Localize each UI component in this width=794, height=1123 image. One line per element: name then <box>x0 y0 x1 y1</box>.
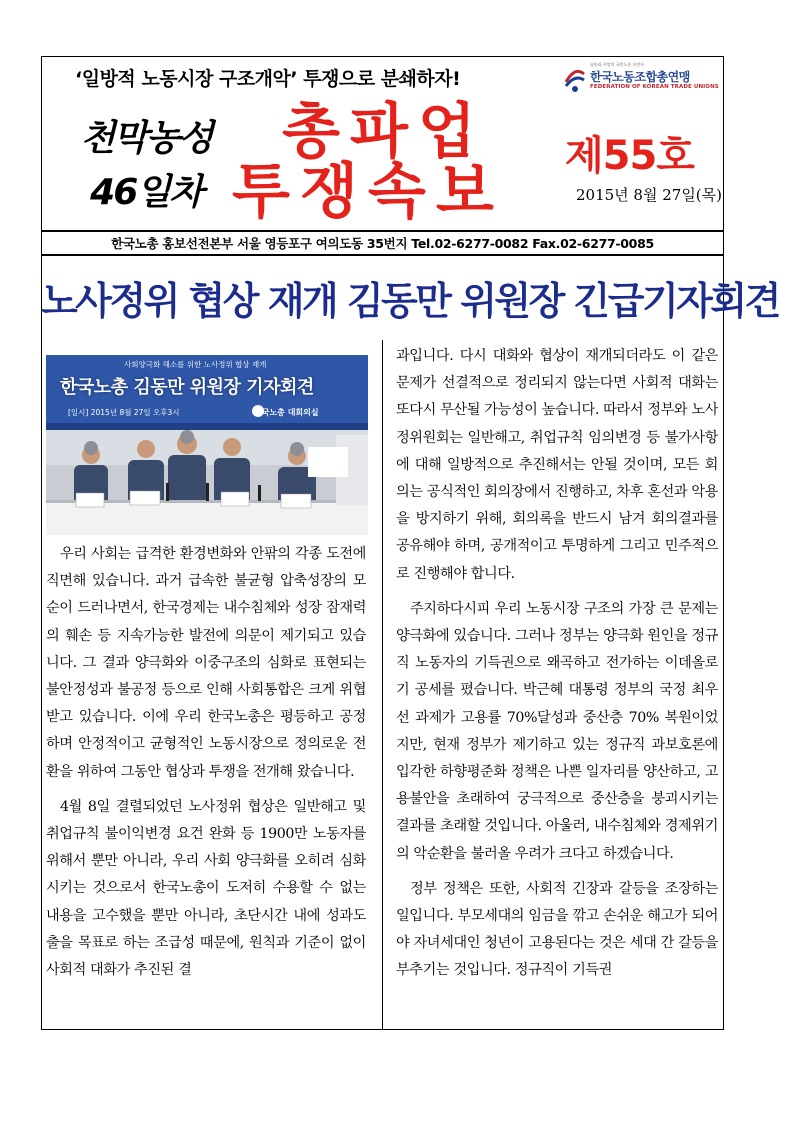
photo-banner-title: 한국노총 김동만 위원장 기자회견 <box>60 377 314 398</box>
article-paragraph: 정부 정책은 또한, 사회적 긴장과 갈등을 조장하는 일입니다. 부모세대의 임금을 깎고 손쉬운 해고가 되어야 자녀세대인 청년이 고용된다는 것은 세대 간 갈등을 부추기는 것입니다. 정규직이 기득권 <box>396 880 718 979</box>
publisher-info: 한국노총 홍보선전본부 서울 영등포구 여의도동 35번지 Tel.02-6277-0082 Fax.02-6277-0085 <box>111 236 654 251</box>
logo-tagline: 평등과 희망의 국민노동 동반자 <box>590 62 645 67</box>
press-conference-photo <box>46 355 368 535</box>
slogan: ‘일방적 노동시장 구조개악’ 투쟁으로 분쇄하자! <box>75 68 461 90</box>
sit-in-day-counter <box>66 112 226 220</box>
masthead-title-line1: 총파업 <box>282 97 486 167</box>
issue-date: 2015년 8월 27일(목) <box>576 186 723 204</box>
article-left-column <box>46 541 366 1021</box>
divider-bottom <box>41 254 724 256</box>
divider-top <box>41 230 724 232</box>
sit-in-days: 46일차 <box>90 172 202 213</box>
fktu-emblem-icon <box>562 64 588 94</box>
sit-in-label: 천막농성 <box>80 118 212 159</box>
photo-banner-date: [일시] 2015년 8월 27일 오후3시 <box>68 408 180 417</box>
logo-subtitle: FEDERATION OF KOREAN TRADE UNIONS <box>590 84 719 90</box>
article-paragraph-continued: 과입니다. 다시 대화와 협상이 재개되더라도 이 같은 문제가 선결적으로 정리되지 않는다면 사회적 대화는 또다시 무산될 가능성이 높습니다. 따라서 정부와 노사정위원회는 일반해고, 취업규칙 임의변경 등 불가사항에 대해 일방적으로 추진해서는 안될 것이며, 모든 회의는 공식적인 회의장에서 진행하고, 차후 혼선과 악용을 방지하기 위해, 회의록을 반드시 남겨 회의결과를 공유해야 하며, 공개적이고 투명하게 그리고 민주적으로 진행해야 합니다. <box>396 348 718 582</box>
article-paragraph: 4월 8일 결렬되었던 노사정위 협상은 일반해고 및 취업규칙 불이익변경 요건 완화 등 1900만 노동자를 위해서 뿐만 아니라, 우리 사회 양극화를 오히려 심화시키는 것으로서 한국노총이 도저히 수용할 수 없는 내용을 고수했을 뿐만 아니라, 초단시간 내에 성과도출을 목표로 하는 조급성 때문에, 원칙과 기준이 없이 사회적 대화가 추진된 결 <box>46 798 366 979</box>
fktu-logo <box>562 62 719 96</box>
article-right-column <box>396 343 718 1025</box>
photo-banner-subtitle: 사회양극화 해소를 위한 노사정위 협상 재개 <box>124 360 267 369</box>
masthead-title-line2: 투쟁속보 <box>232 157 504 227</box>
photo-banner-venue: 한국노총 대회의실 <box>254 408 319 417</box>
column-divider <box>382 340 383 1030</box>
article-paragraph: 주지하다시피 우리 노동시장 구조의 가장 큰 문제는 양극화에 있습니다. 그러나 정부는 양극화 원인을 정규직 노동자의 기득권으로 왜곡하고 전가하는 이데올로기 공세를 폈습니다. 박근혜 대통령 정부의 국정 최우선 과제가 고용률 70%달성과 중산층 70% 복원이었지만, 현재 정부가 제기하고 있는 정규직 과보호론에 입각한 하향평준화 정책은 나쁜 일자리를 양산하고, 고용불안을 초래하여 궁극적으로 중산층을 붕괴시키는 결과를 초래할 것입니다. 아울러, 내수침체와 경제위기의 악순환을 불러올 우려가 크다고 하겠습니다. <box>396 600 718 862</box>
article-paragraph: 우리 사회는 급격한 환경변화와 안팎의 각종 도전에 직면해 있습니다. 과거 급속한 불균형 압축성장의 모순이 드러나면서, 한국경제는 내수침체와 성장 잠재력의 훼손 등 지속가능한 발전에 의문이 제기되고 있습니다. 그 결과 양극화와 이중구조의 심화로 표현되는 불안정성과 불공정 등으로 인해 사회통합은 크게 위협받고 있습니다. 이에 우리 한국노총은 평등하고 공정하며 안정적이고 균형적인 노동시장으로 정의로운 전환을 위하여 그동안 협상과 투쟁을 전개해 왔습니다. <box>46 546 366 780</box>
logo-name: 한국노동조합총연맹 <box>590 70 690 84</box>
headline: 노사정위 협상 재개 김동만 위원장 긴급기자회견 <box>41 279 779 323</box>
issue-number: 제55호 <box>565 133 694 179</box>
